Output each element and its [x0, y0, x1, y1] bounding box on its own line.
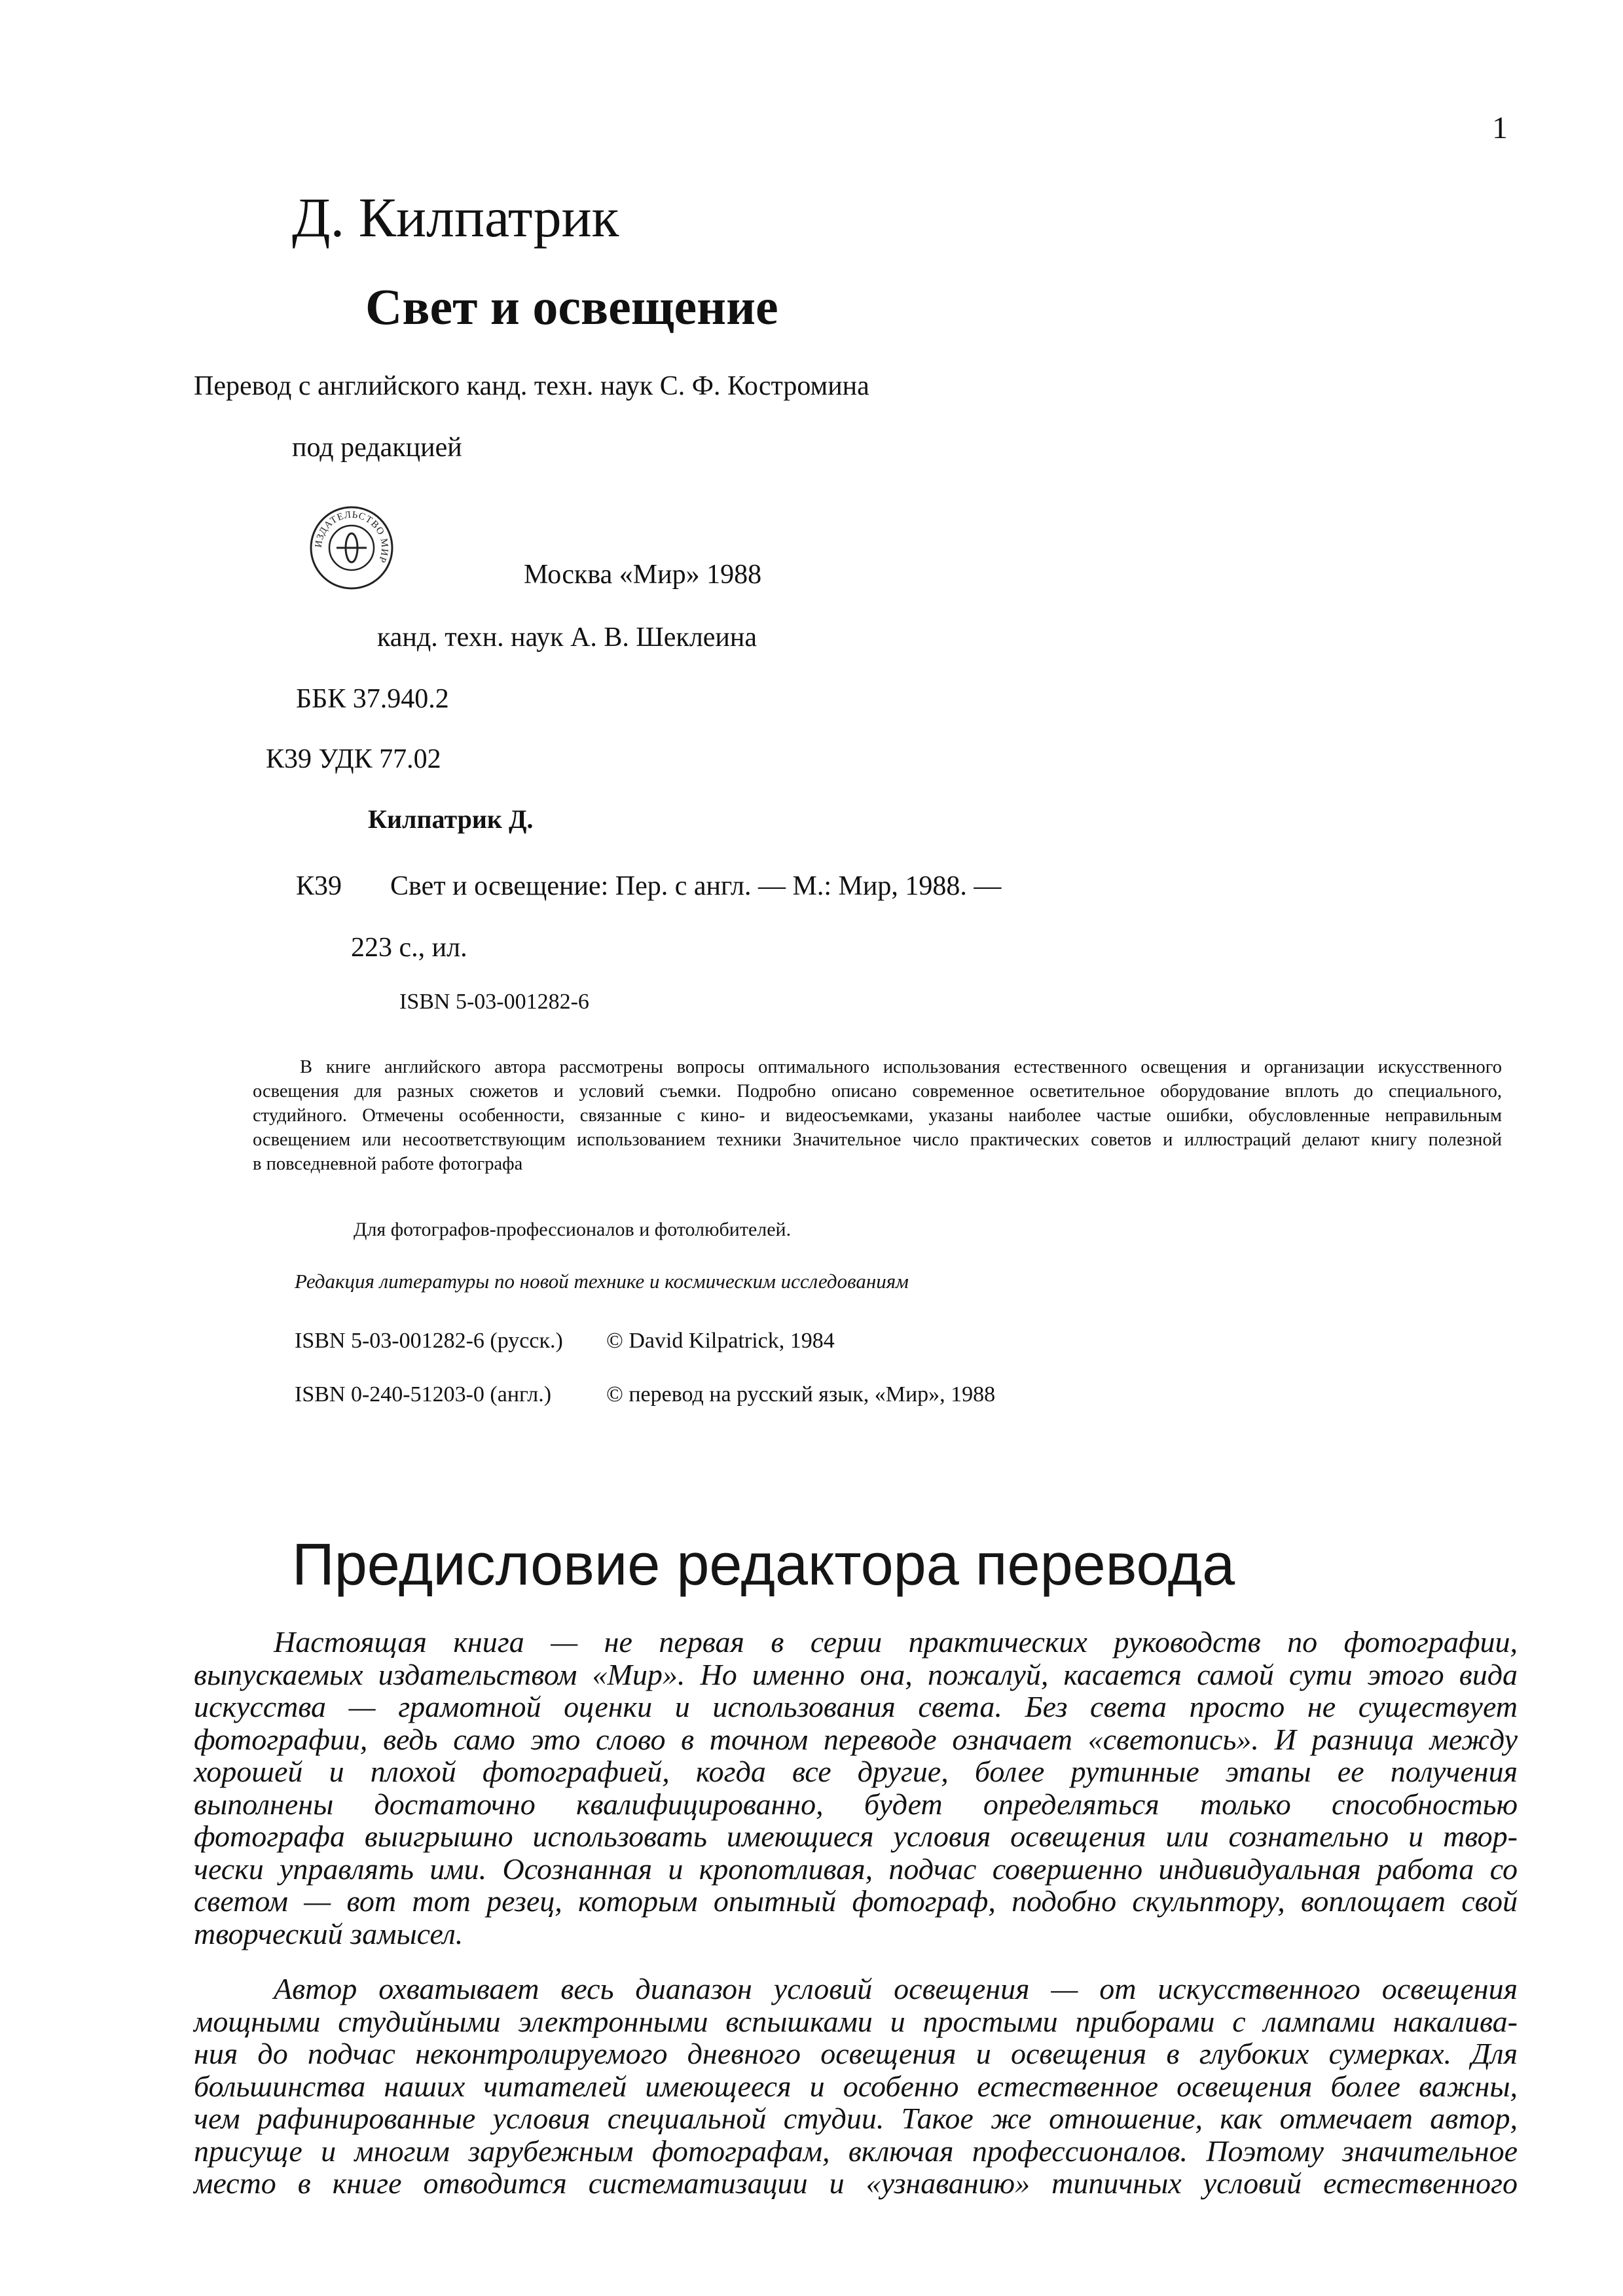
preface-line: хорошей и плохой фотографией, когда все другие, более рутинные этапы ее получения	[194, 1755, 1518, 1788]
preface-line: место в книге отводится систематизации и «узнаванию» типичных условий естественного	[194, 2166, 1518, 2200]
preface-line: фотографии, ведь само это слово в точном переводе означает «светопись». И разница между	[194, 1722, 1518, 1756]
preface-line: чески управлять ими. Осознанная и кропотливая, подчас совершенно индивидуальная работа со	[194, 1852, 1518, 1886]
catalog-code: К39	[296, 871, 342, 901]
book-annotation	[253, 1055, 1502, 1176]
preface-line: Автор охватывает весь диапазон условий освещения — от искусственного освещения	[274, 1972, 1518, 2005]
annotation-line: в повседневной работе фотографа	[253, 1154, 523, 1174]
seal-text: ИЗДАТЕЛЬСТВО МИР	[313, 509, 390, 565]
annotation-line: В книге английского автора рассмотрены вопросы оптимального использования естественного освещения и организации искусственного	[300, 1057, 1502, 1077]
preface-line: выпускаемых издательством «Мир». Но именно она, пожалуй, касается самой сути этого вида	[194, 1657, 1518, 1691]
publisher-line: Москва «Мир» 1988	[524, 560, 762, 590]
preface-heading: Предисловие редактора перевода	[292, 1532, 1235, 1598]
isbn-english: ISBN 0-240-51203-0 (англ.)	[295, 1382, 552, 1407]
preface-line: присуще и многим зарубежным фотографам, включая профессионалов. Поэтому значительное	[194, 2134, 1518, 2168]
copyright-original: © David Kilpatrick, 1984	[606, 1329, 835, 1353]
editor-credit: канд. техн. наук А. В. Шеклеина	[377, 622, 757, 653]
bbk-code: ББК 37.940.2	[296, 684, 449, 714]
preface-line: мощными студийными электронными вспышками и простыми приборами с лампами накалива-	[194, 2004, 1518, 2038]
isbn-russian: ISBN 5-03-001282-6 (русск.)	[295, 1329, 563, 1353]
preface-paragraph-1	[194, 1626, 1518, 1950]
copyright-translation: © перевод на русский язык, «Мир», 1988	[606, 1382, 996, 1407]
catalog-isbn: ISBN 5-03-001282-6	[399, 990, 589, 1014]
catalog-title: Свет и освещение: Пер. с англ. — М.: Мир, 1988. —	[390, 871, 1002, 901]
annotation-line: освещением или несоответствующим использованием техники Значительное число практических советов и иллюстраций делают книгу полезной	[253, 1130, 1502, 1150]
catalog-author: Килпатрик Д.	[368, 804, 534, 834]
translation-credit: Перевод с английского канд. техн. наук С. Ф. Костромина	[194, 371, 869, 401]
preface-line: чем рафинированные условия специальной студии. Такое же отношение, как отмечает автор,	[194, 2102, 1518, 2135]
book-title: Свет и освещение	[365, 278, 778, 335]
preface-line: большинства наших читателей имеющееся и особенно естественное освещения более важны,	[194, 2069, 1518, 2103]
book-author: Д. Килпатрик	[292, 186, 619, 249]
publisher-seal-icon	[308, 504, 395, 592]
catalog-pages: 223 с., ил.	[351, 933, 467, 963]
preface-line: Настоящая книга — не первая в серии практических руководств по фотографии,	[274, 1625, 1518, 1659]
preface-line: искусства — грамотной оценки и использования света. Без света просто не существует	[194, 1690, 1518, 1723]
editing-credit-label: под редакцией	[292, 433, 462, 463]
annotation-line: студийного. Отмечены особенности, связанные с кино- и видеосъемками, указаны наиболее частые ошибки, обусловленные неправильным	[253, 1105, 1502, 1126]
audience-note: Для фотографов-профессионалов и фотолюбителей.	[354, 1219, 792, 1240]
preface-line: фотографа выигрышно использовать имеющиеся условия освещения или сознательно и твор-	[194, 1820, 1518, 1853]
page-number: 1	[1492, 111, 1508, 145]
annotation-line: освещения для разных сюжетов и условий съемки. Подробно описано современное осветительное оборудование вплоть до специального,	[253, 1081, 1502, 1102]
preface-line: светом — вот тот резец, которым опытный фотограф, подобно скульптору, воплощает свой	[194, 1884, 1518, 1918]
preface-paragraph-2	[194, 1973, 1518, 2200]
preface-line: творческий замысел.	[194, 1916, 464, 1950]
editorial-office: Редакция литературы по новой технике и космическим исследованиям	[295, 1270, 909, 1293]
udk-code: К39 УДК 77.02	[266, 744, 441, 774]
preface-line: ния до подчас неконтролируемого дневного освещения и освещения в глубоких сумерках. Для	[194, 2037, 1518, 2070]
preface-line: выполнены достаточно квалифицированно, будет определяться только способностью	[194, 1787, 1518, 1821]
